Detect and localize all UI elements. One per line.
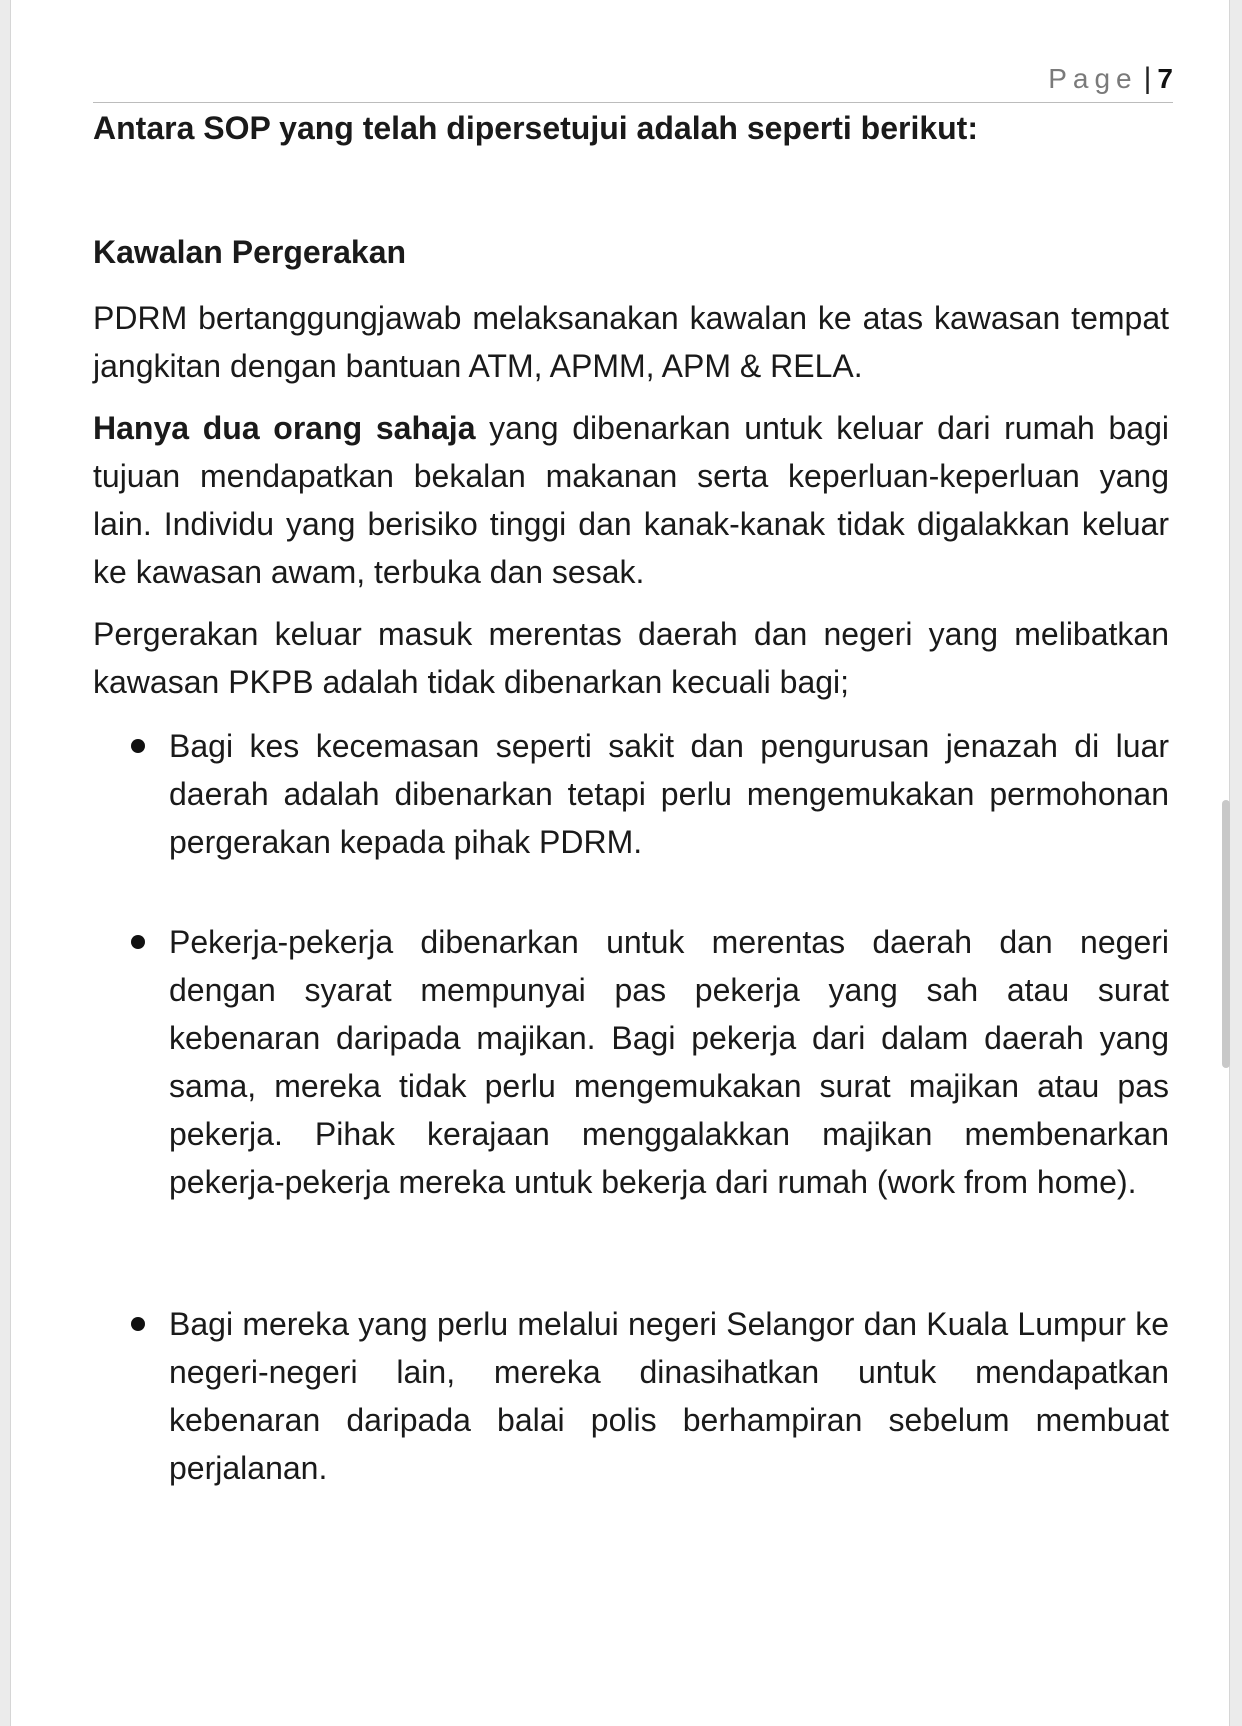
exception-list <box>93 722 1169 1492</box>
paragraph-two-persons <box>93 404 1169 596</box>
page-header <box>93 62 1173 103</box>
paragraph-two-persons-text: yang dibenarkan untuk keluar dari rumah bagi tujuan mendapatkan bekalan makanan serta keperluan-keperluan yang lain. Individu yang berisiko tinggi dan kanak-kanak tidak digalakkan keluar ke kawasan awam, terbuka dan sesak. <box>93 410 1170 590</box>
page-number: 7 <box>1157 63 1173 94</box>
paragraph-movement: Pergerakan keluar masuk merentas daerah dan negeri yang melibatkan kawasan PKPB adalah tidak dibenarkan kecuali bagi; <box>93 616 1169 700</box>
list-item-text: Bagi kes kecemasan seperti sakit dan pengurusan jenazah di luar daerah adalah dibenarkan tetapi perlu mengemukakan permohonan pergerakan kepada pihak PDRM. <box>169 728 1169 860</box>
list-item-text: Bagi mereka yang perlu melalui negeri Selangor dan Kuala Lumpur ke negeri-negeri lain, mereka dinasihatkan untuk mendapatkan kebenaran daripada balai polis berhampiran sebelum membuat perjalanan. <box>169 1306 1169 1486</box>
bullet-icon <box>131 935 145 949</box>
page-separator: | <box>1143 62 1152 95</box>
list-item <box>93 918 1169 1206</box>
page-label: Page <box>1048 63 1138 94</box>
document-body <box>93 104 1169 1492</box>
list-item-text: Pekerja-pekerja dibenarkan untuk merentas daerah dan negeri dengan syarat mempunyai pas pekerja yang sah atau surat kebenaran daripada majikan. Bagi pekerja dari dalam daerah yang sama, mereka tidak perlu mengemukakan surat majikan atau pas pekerja. Pihak kerajaan menggalakkan majikan membenarkan pekerja-pekerja mereka untuk bekerja dari rumah (work from home). <box>169 924 1169 1200</box>
section-heading: Kawalan Pergerakan <box>93 234 407 270</box>
document-page <box>10 0 1230 1726</box>
bullet-icon <box>131 739 145 753</box>
vertical-scrollbar[interactable] <box>1222 800 1230 1068</box>
list-item <box>93 1300 1169 1492</box>
bullet-icon <box>131 1317 145 1331</box>
paragraph-pdrm: PDRM bertanggungjawab melaksanakan kawalan ke atas kawasan tempat jangkitan dengan bantuan ATM, APMM, APM & RELA. <box>93 300 1169 384</box>
list-item <box>93 722 1169 866</box>
intro-heading: Antara SOP yang telah dipersetujui adalah seperti berikut: <box>93 110 978 146</box>
paragraph-emphasis: Hanya dua orang sahaja <box>93 410 476 446</box>
